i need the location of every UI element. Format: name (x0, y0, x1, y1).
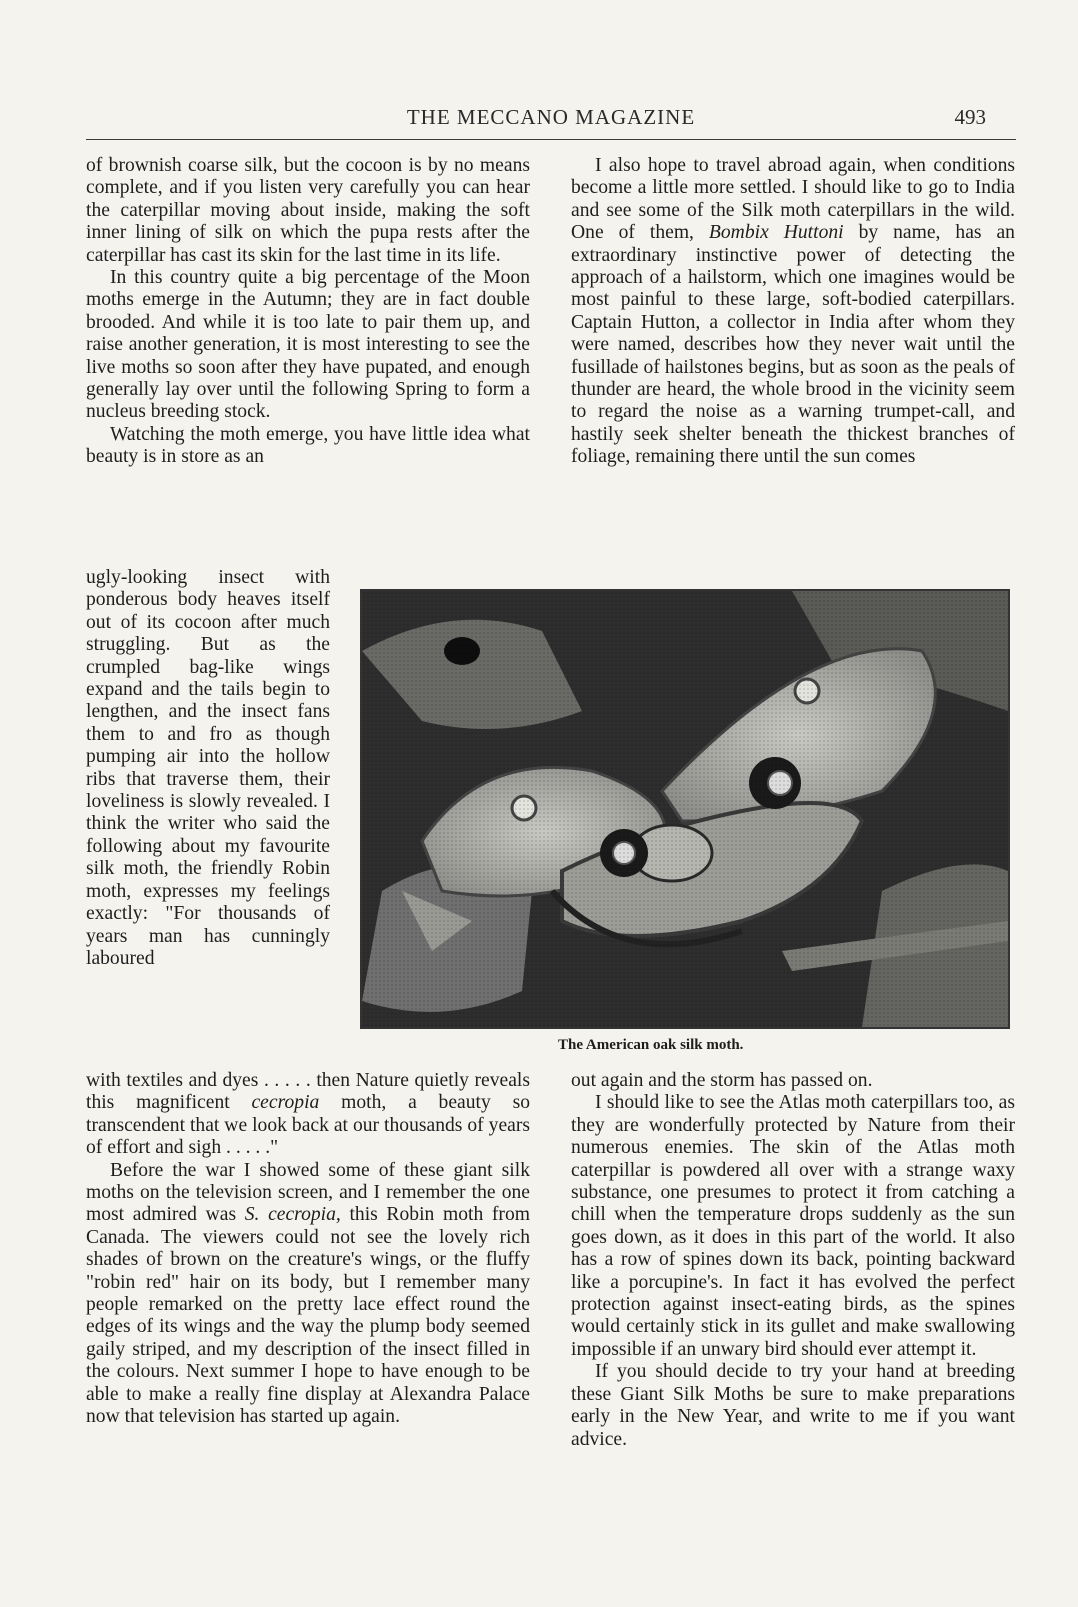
right-column-bottom (571, 1070, 1015, 1451)
italic-name: Bombix Huttoni (708, 222, 844, 244)
right-column-top (571, 155, 1015, 469)
italic-name: cecropia (251, 1092, 320, 1114)
text-run: with textiles and dyes . . . . . then Nature quietly reveals this magnificent (86, 1070, 530, 1114)
left-column-top (86, 155, 530, 469)
paragraph: If you should decide to try your hand at breeding these Giant Silk Moths be sure to make preparations early in the New Year, and write to me if you want advice. (571, 1361, 1015, 1450)
paragraph: Watching the moth emerge, you have little idea what beauty is in store as an (86, 423, 530, 468)
left-column-bottom (86, 1070, 530, 1429)
header-rule (86, 139, 1016, 140)
paragraph: ugly-looking insect with ponderous body heaves itself out of its cocoon after much struggling. But as the crumpled bag-like wings expand and the tails begin to lengthen, and the insect fans them to and fro as though pumping air into the hollow ribs that traverse them, their loveliness is slowly revealed. I think the writer who said the following about my favourite silk moth, the friendly Robin moth, expresses my feelings exactly: "For thousands of years man has cunningly laboured (86, 567, 330, 969)
italic-name: S. cecropia, (244, 1204, 341, 1226)
paragraph (86, 1070, 530, 1160)
magazine-title: THE MECCANO MAGAZINE (406, 105, 696, 129)
moth-photograph (360, 589, 1010, 1029)
left-wrap-text (86, 567, 330, 970)
text-run: this Robin moth from Canada. The viewers could not see the lovely rich shades of brown on the creature's wings, or the fluffy "robin red" hair on its body, but I remember many people remarked on the pretty lace effect round the edges of its wings and the way the plump body seemed gaily striped, and my description of the insect filled in the colours. Next summer I hope to have enough to be able to make a really fine display at Alexandra Palace now that television has started up again. (86, 1204, 530, 1428)
paragraph: I should like to see the Atlas moth caterpillars too, as they are wonderfully protected by Nature from their numerous enemies. The skin of the Atlas moth caterpillar is powdered all over with a strange waxy substance, one presumes to protect it from catching a chill when the temperature drops suddenly as the sun goes down, as it does in this part of the world. It also has a row of spines down its back, pointing backward like a porcupine's. In fact it has evolved the perfect protection against insect-eating birds, as the spines would certainly stick in its gullet and make swallowing impossible if an unwary bird should ever attempt it. (571, 1092, 1015, 1360)
figure-caption: The American oak silk moth. (558, 1037, 744, 1053)
text-run: moth, a beauty so transcendent that we look back at our thousands of years of effort and sigh . . . . ." (86, 1092, 531, 1159)
page-header (86, 105, 1016, 139)
paragraph: In this country quite a big percentage of the Moon moths emerge in the Autumn; they are in fact double brooded. And while it is too late to pair them up, and raise another generation, it is most interesting to see the live moths so soon after they have pupated, and enough generally lay over until the following Spring to form a nucleus breeding stock. (86, 267, 530, 423)
paragraph: of brownish coarse silk, but the cocoon is by no means complete, and if you listen very carefully you can hear the caterpillar moving about inside, making the soft inner lining of silk on which the pupa rests after the caterpillar has cast its skin for the last time in its life. (86, 155, 530, 266)
paragraph: out again and the storm has passed on. (571, 1070, 873, 1091)
paragraph (86, 1160, 530, 1429)
text-run: by name, has an extraordinary instinctive power of detecting the approach of a hailstorm, which one imagines would be most painful to these large, soft-bodied caterpillars. Captain Hutton, a collector in India after whom they were named, describes how they never wait until the fusillade of hailstones begins, but as soon as the peals of thunder are heard, the whole brood in the vicinity seem to regard the noise as a warning trumpet-call, and hastily seek shelter beneath the thickest branches of foliage, remaining there until the sun comes (571, 222, 1015, 468)
text-run: I also hope to travel abroad again, when conditions become a little more settled. I should like to go to India and see some of the Silk moth caterpillars in the wild. One of them, (571, 155, 1015, 244)
page-number: 493 (954, 105, 986, 129)
paragraph (571, 155, 1015, 469)
text-run: Before the war I showed some of these giant silk moths on the television screen, and I remember the one most admired was (86, 1159, 530, 1226)
